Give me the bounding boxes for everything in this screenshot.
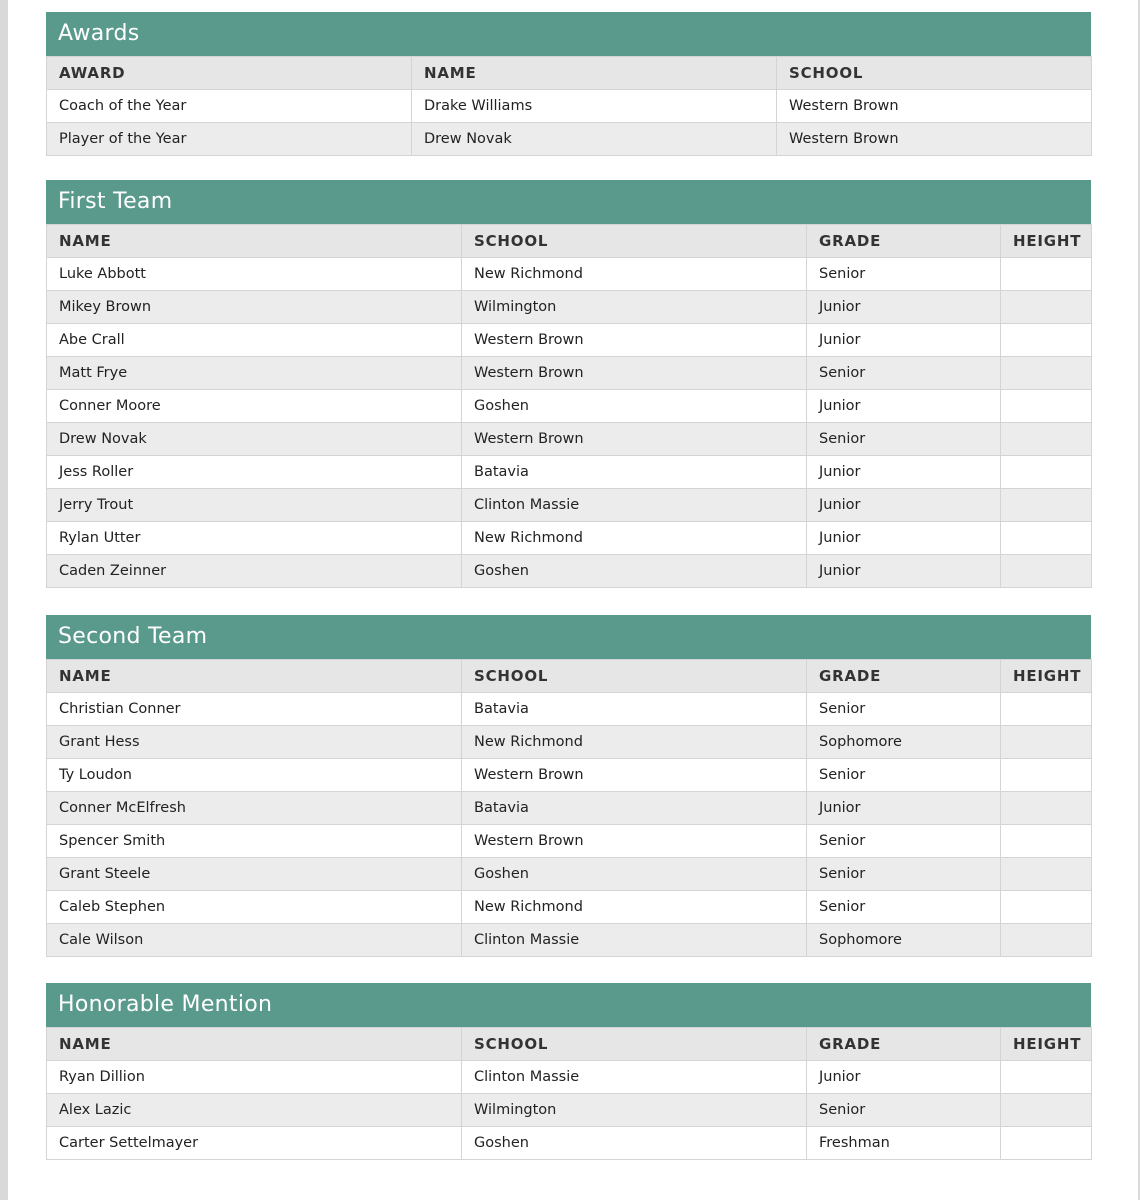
cell-school: Western Brown — [462, 759, 807, 792]
cell-school: New Richmond — [462, 258, 807, 291]
cell-name: Luke Abbott — [47, 258, 462, 291]
cell-height — [1001, 693, 1092, 726]
cell-award: Player of the Year — [47, 123, 412, 156]
cell-name: Cale Wilson — [47, 924, 462, 957]
column-header-name: NAME — [47, 225, 462, 258]
cell-grade: Senior — [807, 423, 1001, 456]
table-row — [47, 891, 1092, 924]
column-header-name: NAME — [412, 57, 777, 90]
honorable-mention-section — [46, 983, 1091, 1160]
table-row — [47, 291, 1092, 324]
cell-grade: Junior — [807, 792, 1001, 825]
cell-name: Carter Settelmayer — [47, 1127, 462, 1160]
table-row — [47, 825, 1092, 858]
column-header-school: SCHOOL — [462, 225, 807, 258]
cell-award: Coach of the Year — [47, 90, 412, 123]
column-header-grade: GRADE — [807, 225, 1001, 258]
cell-height — [1001, 759, 1092, 792]
table-row — [47, 456, 1092, 489]
cell-name: Alex Lazic — [47, 1094, 462, 1127]
document-page — [8, 0, 1138, 1200]
honorable-mention-rows — [47, 1061, 1092, 1160]
cell-school: Clinton Massie — [462, 489, 807, 522]
table-header-row — [47, 1028, 1092, 1061]
cell-name: Christian Conner — [47, 693, 462, 726]
table-row — [47, 489, 1092, 522]
cell-school: Western Brown — [462, 825, 807, 858]
cell-name: Jess Roller — [47, 456, 462, 489]
cell-school: Goshen — [462, 555, 807, 588]
honorable-mention-table — [46, 1027, 1092, 1160]
cell-grade: Senior — [807, 891, 1001, 924]
second-team-table — [46, 659, 1092, 957]
cell-grade: Junior — [807, 489, 1001, 522]
table-row — [47, 423, 1092, 456]
table-row — [47, 357, 1092, 390]
table-row — [47, 1094, 1092, 1127]
cell-name: Jerry Trout — [47, 489, 462, 522]
section-title-honorable-mention: Honorable Mention — [46, 983, 1091, 1027]
cell-school: New Richmond — [462, 522, 807, 555]
cell-grade: Sophomore — [807, 924, 1001, 957]
table-row — [47, 555, 1092, 588]
cell-school: Clinton Massie — [462, 1061, 807, 1094]
table-row — [47, 390, 1092, 423]
awards-rows — [47, 90, 1092, 156]
cell-name: Abe Crall — [47, 324, 462, 357]
cell-grade: Junior — [807, 390, 1001, 423]
cell-height — [1001, 489, 1092, 522]
cell-height — [1001, 1061, 1092, 1094]
table-row — [47, 726, 1092, 759]
table-row — [47, 693, 1092, 726]
cell-height — [1001, 825, 1092, 858]
cell-name: Grant Hess — [47, 726, 462, 759]
cell-height — [1001, 891, 1092, 924]
awards-table — [46, 56, 1092, 156]
cell-school: Clinton Massie — [462, 924, 807, 957]
cell-height — [1001, 858, 1092, 891]
section-title-first-team: First Team — [46, 180, 1091, 224]
cell-school: Wilmington — [462, 291, 807, 324]
cell-grade: Senior — [807, 258, 1001, 291]
table-row — [47, 858, 1092, 891]
table-row — [47, 258, 1092, 291]
table-row — [47, 522, 1092, 555]
cell-school: Goshen — [462, 1127, 807, 1160]
cell-height — [1001, 456, 1092, 489]
cell-school: Batavia — [462, 792, 807, 825]
table-row — [47, 924, 1092, 957]
cell-name: Ryan Dillion — [47, 1061, 462, 1094]
cell-name: Drake Williams — [412, 90, 777, 123]
cell-height — [1001, 324, 1092, 357]
column-header-school: SCHOOL — [462, 1028, 807, 1061]
column-header-name: NAME — [47, 1028, 462, 1061]
cell-height — [1001, 1127, 1092, 1160]
cell-grade: Senior — [807, 357, 1001, 390]
column-header-grade: GRADE — [807, 660, 1001, 693]
cell-name: Grant Steele — [47, 858, 462, 891]
cell-grade: Sophomore — [807, 726, 1001, 759]
cell-grade: Senior — [807, 759, 1001, 792]
column-header-school: SCHOOL — [777, 57, 1092, 90]
first-team-section — [46, 180, 1091, 588]
cell-school: New Richmond — [462, 726, 807, 759]
second-team-rows — [47, 693, 1092, 957]
cell-grade: Junior — [807, 1061, 1001, 1094]
cell-grade: Freshman — [807, 1127, 1001, 1160]
cell-grade: Senior — [807, 693, 1001, 726]
cell-school: Western Brown — [462, 423, 807, 456]
cell-school: Batavia — [462, 456, 807, 489]
cell-school: Wilmington — [462, 1094, 807, 1127]
cell-school: Western Brown — [777, 123, 1092, 156]
cell-school: Western Brown — [777, 90, 1092, 123]
cell-height — [1001, 291, 1092, 324]
cell-name: Rylan Utter — [47, 522, 462, 555]
cell-height — [1001, 522, 1092, 555]
cell-name: Conner Moore — [47, 390, 462, 423]
cell-name: Conner McElfresh — [47, 792, 462, 825]
section-title-second-team: Second Team — [46, 615, 1091, 659]
cell-school: New Richmond — [462, 891, 807, 924]
cell-grade: Junior — [807, 291, 1001, 324]
table-row — [47, 90, 1092, 123]
cell-name: Matt Frye — [47, 357, 462, 390]
cell-name: Caden Zeinner — [47, 555, 462, 588]
cell-school: Western Brown — [462, 324, 807, 357]
cell-height — [1001, 423, 1092, 456]
cell-name: Spencer Smith — [47, 825, 462, 858]
cell-height — [1001, 258, 1092, 291]
cell-name: Drew Novak — [412, 123, 777, 156]
column-header-height: HEIGHT — [1001, 1028, 1092, 1061]
cell-height — [1001, 1094, 1092, 1127]
column-header-height: HEIGHT — [1001, 225, 1092, 258]
cell-grade: Senior — [807, 825, 1001, 858]
column-header-award: AWARD — [47, 57, 412, 90]
table-header-row — [47, 225, 1092, 258]
table-row — [47, 123, 1092, 156]
cell-grade: Junior — [807, 456, 1001, 489]
column-header-name: NAME — [47, 660, 462, 693]
cell-name: Caleb Stephen — [47, 891, 462, 924]
cell-grade: Junior — [807, 555, 1001, 588]
cell-name: Ty Loudon — [47, 759, 462, 792]
column-header-school: SCHOOL — [462, 660, 807, 693]
cell-height — [1001, 357, 1092, 390]
cell-school: Goshen — [462, 858, 807, 891]
table-row — [47, 1127, 1092, 1160]
second-team-section — [46, 615, 1091, 957]
column-header-height: HEIGHT — [1001, 660, 1092, 693]
table-header-row — [47, 660, 1092, 693]
cell-name: Mikey Brown — [47, 291, 462, 324]
first-team-table — [46, 224, 1092, 588]
table-row — [47, 759, 1092, 792]
table-row — [47, 324, 1092, 357]
cell-school: Western Brown — [462, 357, 807, 390]
section-title-awards: Awards — [46, 12, 1091, 56]
cell-grade: Senior — [807, 1094, 1001, 1127]
cell-height — [1001, 924, 1092, 957]
cell-school: Batavia — [462, 693, 807, 726]
table-row — [47, 792, 1092, 825]
cell-height — [1001, 390, 1092, 423]
table-row — [47, 1061, 1092, 1094]
column-header-grade: GRADE — [807, 1028, 1001, 1061]
first-team-rows — [47, 258, 1092, 588]
cell-height — [1001, 726, 1092, 759]
cell-school: Goshen — [462, 390, 807, 423]
table-header-row — [47, 57, 1092, 90]
cell-height — [1001, 792, 1092, 825]
awards-section — [46, 12, 1091, 156]
cell-grade: Junior — [807, 522, 1001, 555]
cell-grade: Junior — [807, 324, 1001, 357]
cell-grade: Senior — [807, 858, 1001, 891]
cell-height — [1001, 555, 1092, 588]
cell-name: Drew Novak — [47, 423, 462, 456]
